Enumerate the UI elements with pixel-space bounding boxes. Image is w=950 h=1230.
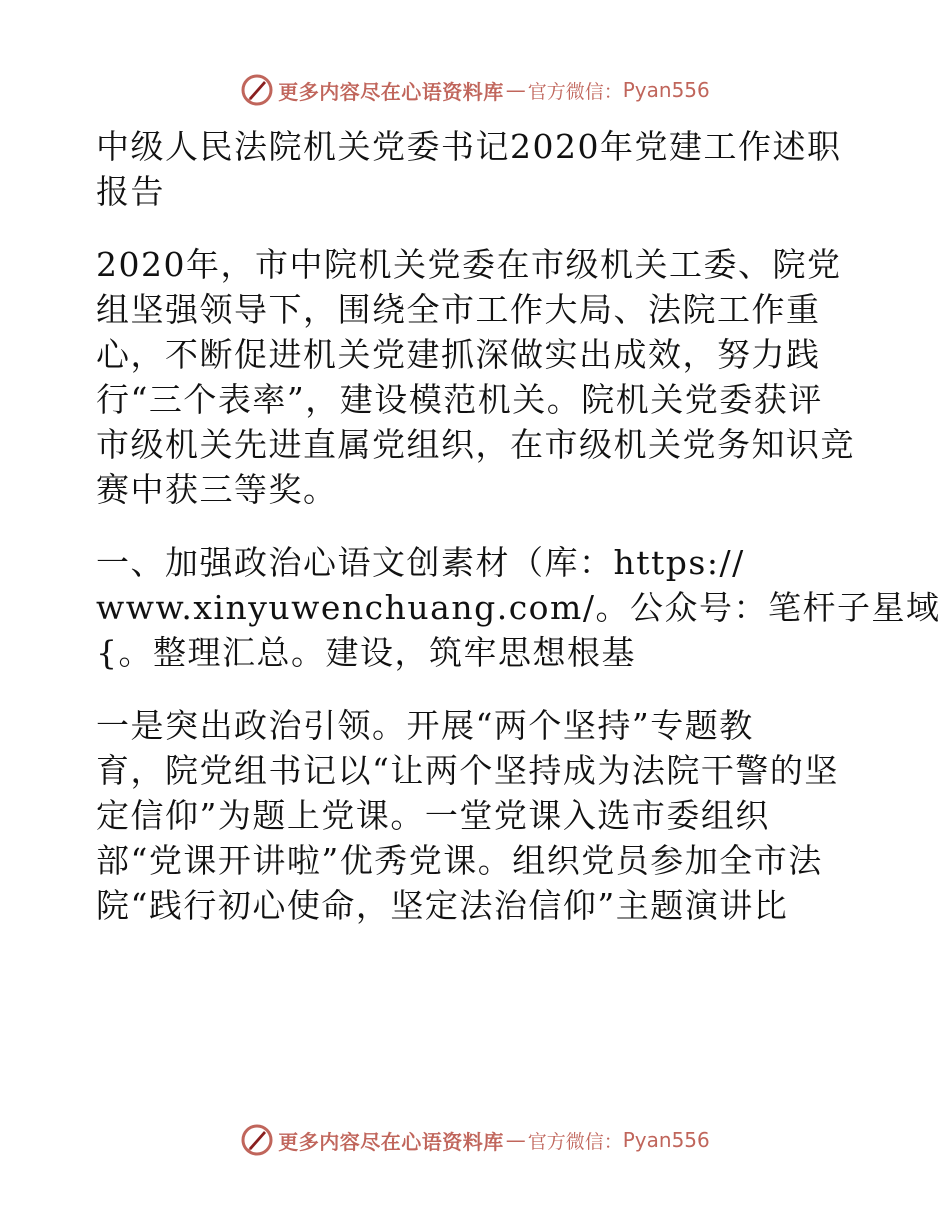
text-line: 部“党课开讲啦”优秀党课。组织党员参加全市法 — [96, 841, 823, 880]
text-line: 行“三个表率”，建设模范机关。院机关党委获评 — [96, 380, 823, 419]
title-line: 中级人民法院机关党委书记2020年党建工作述职 — [96, 127, 842, 166]
text-line: {。整理汇总。建设，筑牢思想根基 — [96, 633, 636, 672]
watermark-main-text: 更多内容尽在心语资料库 — [278, 1129, 504, 1154]
watermark-main-text: 更多内容尽在心语资料库 — [278, 79, 504, 104]
paragraph-intro — [96, 242, 856, 512]
document-body — [96, 124, 941, 928]
text-line: 一、加强政治心语文创素材（库：https:// — [96, 543, 745, 582]
text-line: 心，不断促进机关党建抓深做实出成效，努力践 — [96, 335, 821, 374]
watermark-wechat-id: Pyan556 — [622, 1128, 710, 1152]
text-line: 一是突出政治引领。开展“两个坚持”专题教 — [96, 706, 754, 745]
text-line: 赛中获三等奖。 — [96, 470, 338, 509]
watermark-sub-text: 官方微信： — [527, 80, 623, 103]
watermark-banner-top — [0, 70, 950, 110]
text-line: 市级机关先进直属党组织，在市级机关党务知识竞 — [96, 425, 855, 464]
title-line: 报告 — [96, 172, 165, 211]
text-line: 组坚强领导下，围绕全市工作大局、法院工作重 — [96, 290, 821, 329]
text-line: 育，院党组书记以“让两个坚持成为法院干警的坚 — [96, 751, 839, 790]
watermark-sub-text: 官方微信： — [527, 1130, 623, 1153]
paragraph-political-guidance — [96, 703, 856, 928]
text-line: www.xinyuwenchuang.com/。公众号：笔杆子星域 — [96, 588, 941, 627]
watermark-wechat-id: Pyan556 — [622, 78, 710, 102]
watermark-dash: — — [505, 78, 526, 102]
text-line: 定信仰”为题上党课。一堂党课入选市委组织 — [96, 796, 770, 835]
paragraph-section-one — [96, 540, 941, 675]
watermark-banner-bottom — [0, 1120, 950, 1160]
document-title — [96, 124, 856, 214]
watermark-dash: — — [505, 1128, 526, 1152]
text-line: 院“践行初心使命，坚定法治信仰”主题演讲比 — [96, 886, 789, 925]
quill-pen-circle-icon — [240, 1123, 274, 1157]
quill-pen-circle-icon — [240, 73, 274, 107]
text-line: 2020年，市中院机关党委在市级机关工委、院党 — [96, 245, 842, 284]
